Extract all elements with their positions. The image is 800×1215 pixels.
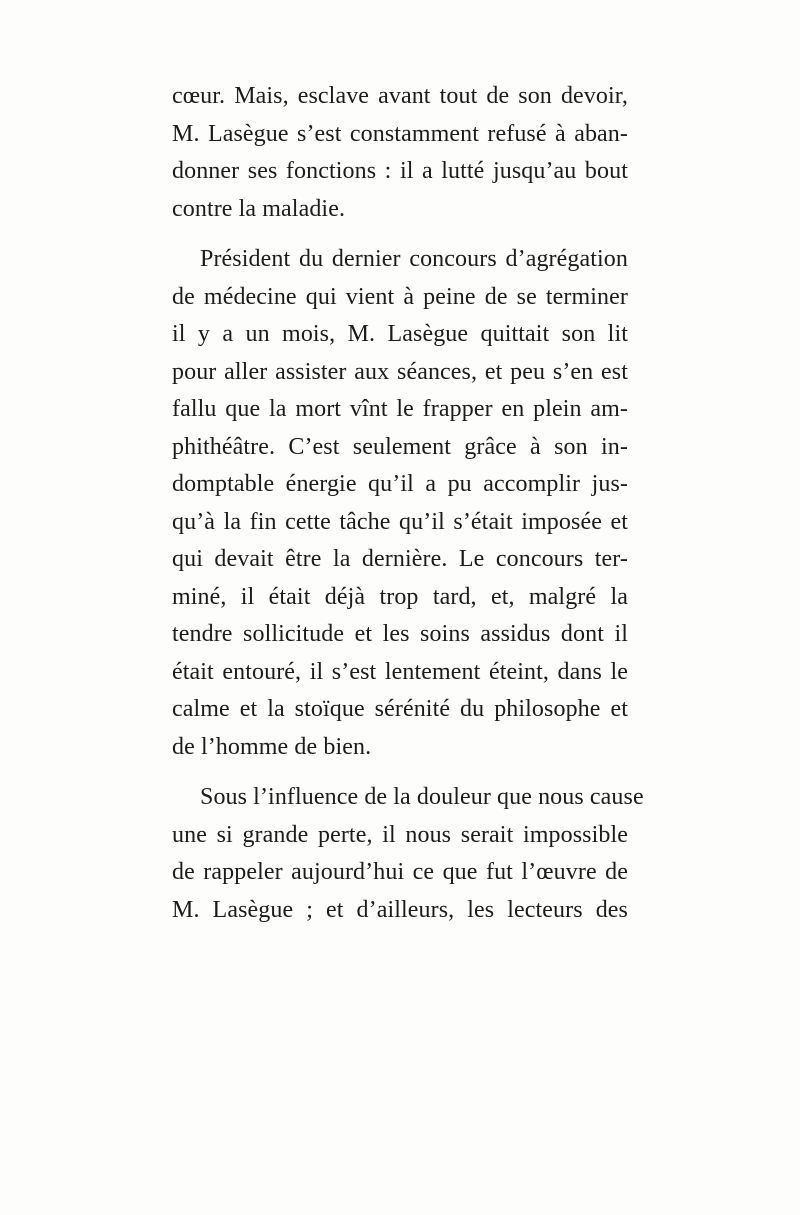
text-line: phithéâtre. C’est seulement grâce à son in- <box>172 433 628 460</box>
text-line: M. Lasègue s’est constamment refusé à aban- <box>172 120 628 147</box>
text-line: Président du dernier concours d’agrégation <box>200 246 628 272</box>
text-line: Sous l’influence de la douleur que nous cause <box>200 784 644 810</box>
text-line: il y a un mois, M. Lasègue quittait son lit <box>172 321 628 347</box>
text-line: était entouré, il s’est lentement éteint, dans le <box>172 658 628 685</box>
text-line: qu’à la fin cette tâche qu’il s’était imposée et <box>172 508 628 535</box>
text-line: M. Lasègue ; et d’ailleurs, les lecteurs des <box>172 896 628 923</box>
text-line: de médecine qui vient à peine de se terminer <box>172 283 628 310</box>
paragraph-3 <box>172 779 644 929</box>
text-line: domptable énergie qu’il a pu accomplir jus- <box>172 471 628 497</box>
paragraph-1 <box>172 78 628 228</box>
text-line: qui devait être la dernière. Le concours ter- <box>172 546 628 572</box>
text-line: une si grande perte, il nous serait impossible <box>172 821 628 848</box>
text-line: fallu que la mort vînt le frapper en plein am- <box>172 396 628 422</box>
text-line: tendre sollicitude et les soins assidus dont il <box>172 621 628 647</box>
text-line: donner ses fonctions : il a lutté jusqu’au bout <box>172 158 628 184</box>
text-line: de rappeler aujourd’hui ce que fut l’œuvre de <box>172 859 628 885</box>
text-line: de l’homme de bien. <box>172 733 372 760</box>
text-line: calme et la stoïque sérénité du philosophe et <box>172 696 628 722</box>
text-line: pour aller assister aux séances, et peu s’en est <box>172 358 628 385</box>
text-line: contre la maladie. <box>172 195 346 222</box>
text-line: miné, il était déjà trop tard, et, malgré la <box>172 583 628 610</box>
paragraph-2 <box>172 241 628 766</box>
body-text <box>172 78 644 942</box>
text-line: cœur. Mais, esclave avant tout de son devoir, <box>172 83 628 109</box>
